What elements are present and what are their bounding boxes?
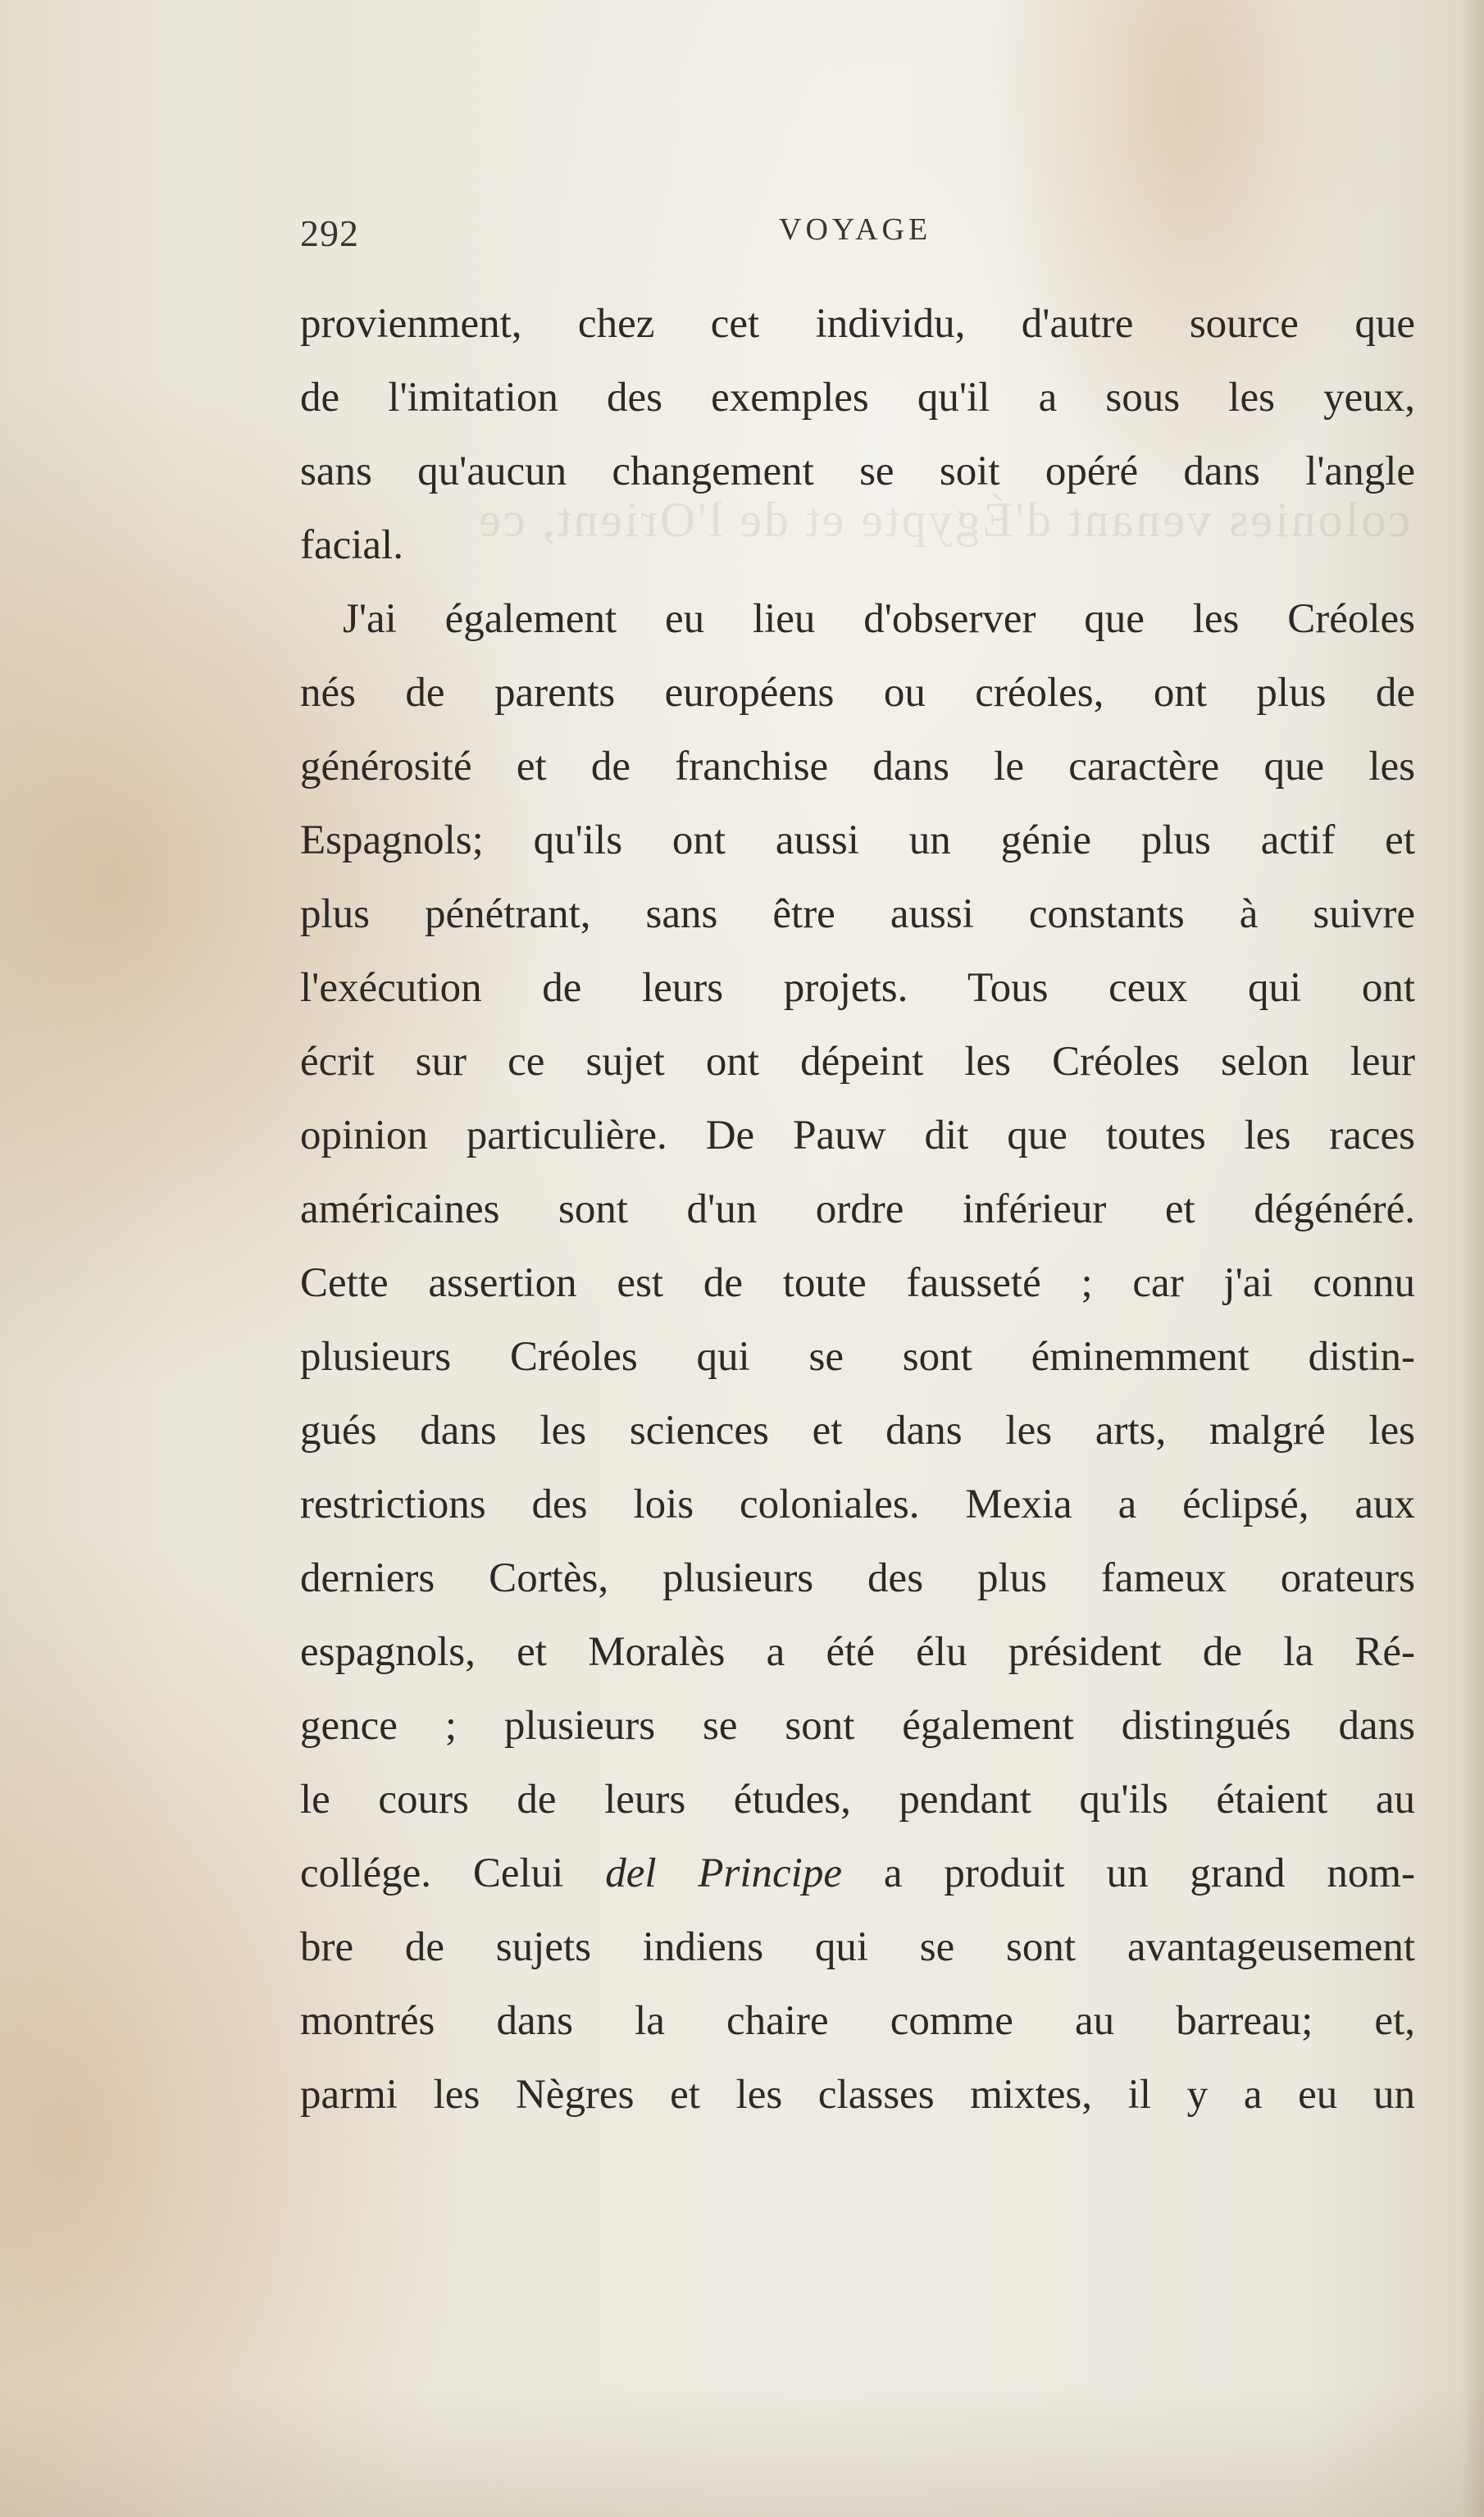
text-line: sans qu'aucun changement se soit opéré dans l'angle <box>300 448 1415 494</box>
text-segment: a produit un grand nom- <box>841 1850 1415 1896</box>
text-line: l'exécution de leurs projets. Tous ceux qui ont <box>300 965 1415 1011</box>
text-line: montrés dans la chaire comme au barreau; et, <box>300 1998 1415 2044</box>
body-text <box>300 287 1415 2132</box>
text-line: opinion particulière. De Pauw dit que toutes les races <box>300 1113 1415 1158</box>
running-head: VOYAGE <box>779 212 932 247</box>
text-line: plus pénétrant, sans être aussi constants à suivre <box>300 891 1415 937</box>
text-line: gence ; plusieurs se sont également distingués dans <box>300 1703 1415 1749</box>
text-line: américaines sont d'un ordre inférieur et dégénéré. <box>300 1186 1415 1232</box>
text-line: derniers Cortès, plusieurs des plus fameux orateurs <box>300 1555 1415 1601</box>
page-header <box>300 212 1415 261</box>
show-through-text: colonies venant d'Égypte et de l'Orient, ce <box>476 493 1410 547</box>
text-line: bre de sujets indiens qui se sont avantageusement <box>300 1924 1415 1970</box>
text-line: plusieurs Créoles qui se sont éminemment distin- <box>300 1334 1415 1380</box>
italic-title: del Principe <box>605 1850 842 1896</box>
text-line: restrictions des lois coloniales. Mexia a éclipsé, aux <box>300 1482 1415 1527</box>
page-number: 292 <box>300 212 359 254</box>
text-line: nés de parents européens ou créoles, ont plus de <box>300 670 1415 716</box>
text-line: provienment, chez cet individu, d'autre source que <box>300 301 1415 347</box>
page-edge-shadow <box>1461 0 1484 2517</box>
text-line: Cette assertion est de toute fausseté ; car j'ai connu <box>300 1260 1415 1306</box>
paragraph-start-line: J'ai également eu lieu d'observer que les Créoles <box>343 596 1415 642</box>
text-line: espagnols, et Moralès a été élu président de la Ré- <box>300 1629 1415 1675</box>
text-line: de l'imitation des exemples qu'il a sous les yeux, <box>300 375 1415 421</box>
text-line: le cours de leurs études, pendant qu'ils étaient au <box>300 1777 1415 1823</box>
text-line: facial. <box>300 522 403 568</box>
text-line-with-italic <box>300 1837 1415 1910</box>
text-line: générosité et de franchise dans le caractère que les <box>300 744 1415 790</box>
text-line: Espagnols; qu'ils ont aussi un génie plus actif et <box>300 817 1415 863</box>
page-bottom-shadow <box>0 2386 1484 2517</box>
text-line: gués dans les sciences et dans les arts, malgré les <box>300 1408 1415 1454</box>
text-line: écrit sur ce sujet ont dépeint les Créoles selon leur <box>300 1039 1415 1085</box>
text-line: parmi les Nègres et les classes mixtes, il y a eu un <box>300 2072 1415 2118</box>
text-segment: collége. Celui <box>300 1850 606 1896</box>
